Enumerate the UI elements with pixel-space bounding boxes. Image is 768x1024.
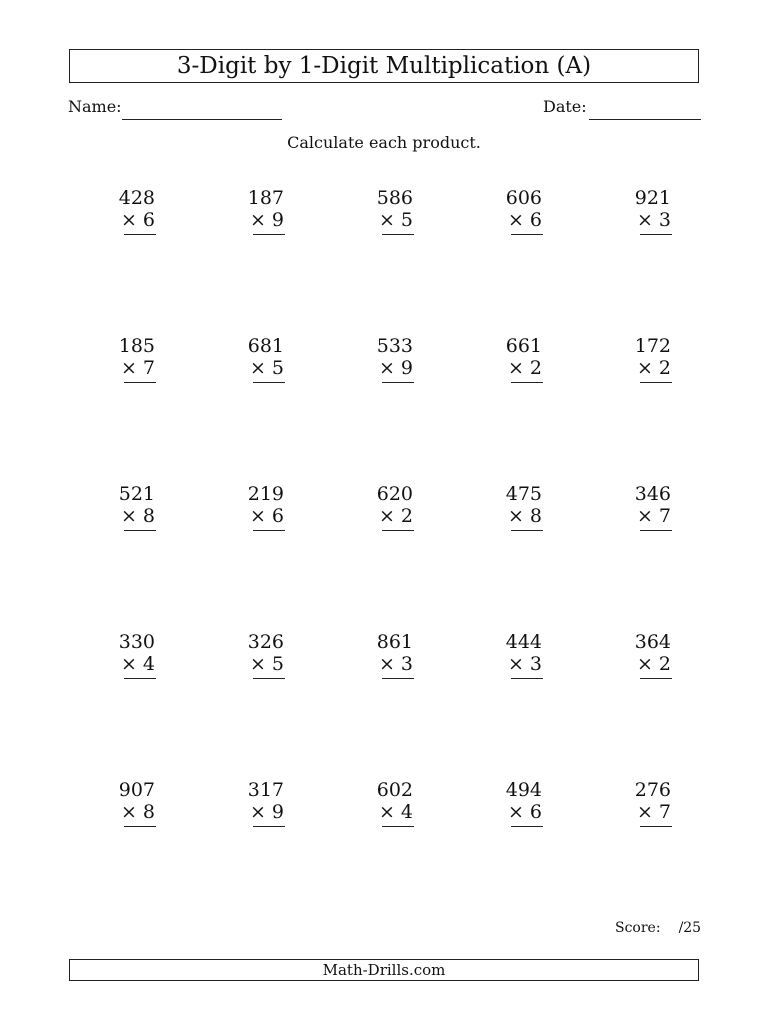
multiplier: 6 xyxy=(271,505,284,527)
multiplier: 3 xyxy=(400,653,413,675)
problem-4 xyxy=(482,187,562,231)
multiplicand: 606 xyxy=(505,187,542,209)
problem-14 xyxy=(482,483,562,527)
problem-20 xyxy=(611,631,691,675)
multiplicand: 428 xyxy=(118,187,155,209)
multiplier-line xyxy=(482,357,542,379)
score-total: /25 xyxy=(678,920,702,936)
times-symbol: × xyxy=(507,209,524,231)
problem-11 xyxy=(95,483,175,527)
multiplier: 9 xyxy=(400,357,413,379)
multiplier-line xyxy=(482,801,542,823)
answer-rule xyxy=(382,382,414,383)
multiplier: 8 xyxy=(142,505,155,527)
multiplicand: 317 xyxy=(247,779,284,801)
answer-rule xyxy=(382,530,414,531)
answer-rule xyxy=(511,678,543,679)
multiplier: 7 xyxy=(142,357,155,379)
multiplier: 6 xyxy=(529,801,542,823)
times-symbol: × xyxy=(636,357,653,379)
times-symbol: × xyxy=(507,505,524,527)
multiplicand: 907 xyxy=(118,779,155,801)
instructions: Calculate each product. xyxy=(287,133,481,152)
multiplier-line xyxy=(482,209,542,231)
multiplier-line xyxy=(224,209,284,231)
times-symbol: × xyxy=(636,801,653,823)
answer-rule xyxy=(253,382,285,383)
times-symbol: × xyxy=(378,357,395,379)
answer-rule xyxy=(382,234,414,235)
multiplier-line xyxy=(224,801,284,823)
multiplicand: 521 xyxy=(118,483,155,505)
multiplicand: 475 xyxy=(505,483,542,505)
answer-rule xyxy=(124,678,156,679)
answer-rule xyxy=(382,826,414,827)
multiplier-line xyxy=(353,505,413,527)
times-symbol: × xyxy=(378,653,395,675)
multiplier: 9 xyxy=(271,209,284,231)
multiplier-line xyxy=(224,357,284,379)
multiplicand: 494 xyxy=(505,779,542,801)
answer-rule xyxy=(640,234,672,235)
multiplicand: 187 xyxy=(247,187,284,209)
answer-rule xyxy=(253,678,285,679)
times-symbol: × xyxy=(507,801,524,823)
answer-rule xyxy=(640,678,672,679)
name-field[interactable] xyxy=(122,119,282,120)
times-symbol: × xyxy=(120,505,137,527)
times-symbol: × xyxy=(249,653,266,675)
multiplier-line xyxy=(611,209,671,231)
multiplicand: 661 xyxy=(505,335,542,357)
times-symbol: × xyxy=(636,209,653,231)
multiplier: 3 xyxy=(658,209,671,231)
problem-8 xyxy=(353,335,433,379)
multiplicand: 681 xyxy=(247,335,284,357)
problem-6 xyxy=(95,335,175,379)
multiplier: 2 xyxy=(658,357,671,379)
problem-3 xyxy=(353,187,433,231)
answer-rule xyxy=(640,826,672,827)
multiplier: 6 xyxy=(142,209,155,231)
problem-1 xyxy=(95,187,175,231)
times-symbol: × xyxy=(378,801,395,823)
times-symbol: × xyxy=(120,653,137,675)
multiplier: 3 xyxy=(529,653,542,675)
problem-22 xyxy=(224,779,304,823)
problem-16 xyxy=(95,631,175,675)
multiplicand: 346 xyxy=(634,483,671,505)
answer-rule xyxy=(253,234,285,235)
score xyxy=(615,920,701,936)
answer-rule xyxy=(124,234,156,235)
multiplicand: 602 xyxy=(376,779,413,801)
answer-rule xyxy=(640,382,672,383)
worksheet-title-text: 3-Digit by 1-Digit Multiplication (A) xyxy=(176,53,592,79)
problem-15 xyxy=(611,483,691,527)
multiplicand: 326 xyxy=(247,631,284,653)
multiplicand: 444 xyxy=(505,631,542,653)
answer-rule xyxy=(124,382,156,383)
multiplier-line xyxy=(95,209,155,231)
problem-12 xyxy=(224,483,304,527)
multiplier-line xyxy=(95,653,155,675)
times-symbol: × xyxy=(249,801,266,823)
times-symbol: × xyxy=(636,505,653,527)
multiplier-line xyxy=(353,801,413,823)
multiplier: 5 xyxy=(271,357,284,379)
answer-rule xyxy=(511,234,543,235)
answer-rule xyxy=(124,826,156,827)
answer-rule xyxy=(382,678,414,679)
multiplier: 4 xyxy=(142,653,155,675)
problem-24 xyxy=(482,779,562,823)
times-symbol: × xyxy=(249,505,266,527)
multiplicand: 620 xyxy=(376,483,413,505)
multiplier-line xyxy=(611,505,671,527)
footer xyxy=(69,959,699,981)
multiplier: 5 xyxy=(400,209,413,231)
times-symbol: × xyxy=(249,209,266,231)
multiplicand: 861 xyxy=(376,631,413,653)
problem-25 xyxy=(611,779,691,823)
times-symbol: × xyxy=(636,653,653,675)
answer-rule xyxy=(124,530,156,531)
multiplier: 2 xyxy=(529,357,542,379)
problem-10 xyxy=(611,335,691,379)
multiplier: 6 xyxy=(529,209,542,231)
problem-21 xyxy=(95,779,175,823)
times-symbol: × xyxy=(120,801,137,823)
footer-text: Math-Drills.com xyxy=(322,961,446,979)
multiplier-line xyxy=(95,357,155,379)
problem-19 xyxy=(482,631,562,675)
multiplier-line xyxy=(95,801,155,823)
multiplier: 9 xyxy=(271,801,284,823)
times-symbol: × xyxy=(120,209,137,231)
problem-18 xyxy=(353,631,433,675)
multiplier-line xyxy=(611,801,671,823)
date-label: Date: xyxy=(543,97,587,116)
multiplier: 8 xyxy=(142,801,155,823)
multiplicand: 330 xyxy=(118,631,155,653)
multiplicand: 276 xyxy=(634,779,671,801)
problem-13 xyxy=(353,483,433,527)
multiplicand: 921 xyxy=(634,187,671,209)
multiplier-line xyxy=(353,653,413,675)
times-symbol: × xyxy=(507,653,524,675)
score-label: Score: xyxy=(615,920,661,936)
multiplier: 4 xyxy=(400,801,413,823)
multiplier: 5 xyxy=(271,653,284,675)
answer-rule xyxy=(253,826,285,827)
multiplier-line xyxy=(611,653,671,675)
problem-7 xyxy=(224,335,304,379)
multiplier: 8 xyxy=(529,505,542,527)
answer-rule xyxy=(511,530,543,531)
multiplier-line xyxy=(95,505,155,527)
name-label: Name: xyxy=(68,97,122,116)
times-symbol: × xyxy=(249,357,266,379)
problem-9 xyxy=(482,335,562,379)
multiplier-line xyxy=(224,653,284,675)
multiplier: 2 xyxy=(658,653,671,675)
multiplier: 7 xyxy=(658,505,671,527)
multiplier-line xyxy=(353,357,413,379)
worksheet-title xyxy=(69,49,699,83)
multiplicand: 533 xyxy=(376,335,413,357)
times-symbol: × xyxy=(378,209,395,231)
problem-2 xyxy=(224,187,304,231)
problem-5 xyxy=(611,187,691,231)
problem-17 xyxy=(224,631,304,675)
multiplier-line xyxy=(353,209,413,231)
date-field[interactable] xyxy=(589,119,701,120)
times-symbol: × xyxy=(378,505,395,527)
multiplicand: 185 xyxy=(118,335,155,357)
multiplier-line xyxy=(611,357,671,379)
multiplier-line xyxy=(224,505,284,527)
answer-rule xyxy=(253,530,285,531)
multiplier-line xyxy=(482,505,542,527)
problem-23 xyxy=(353,779,433,823)
times-symbol: × xyxy=(120,357,137,379)
multiplicand: 172 xyxy=(634,335,671,357)
multiplier: 2 xyxy=(400,505,413,527)
answer-rule xyxy=(511,826,543,827)
multiplier-line xyxy=(482,653,542,675)
multiplicand: 364 xyxy=(634,631,671,653)
multiplicand: 586 xyxy=(376,187,413,209)
multiplier: 7 xyxy=(658,801,671,823)
answer-rule xyxy=(640,530,672,531)
times-symbol: × xyxy=(507,357,524,379)
answer-rule xyxy=(511,382,543,383)
multiplicand: 219 xyxy=(247,483,284,505)
